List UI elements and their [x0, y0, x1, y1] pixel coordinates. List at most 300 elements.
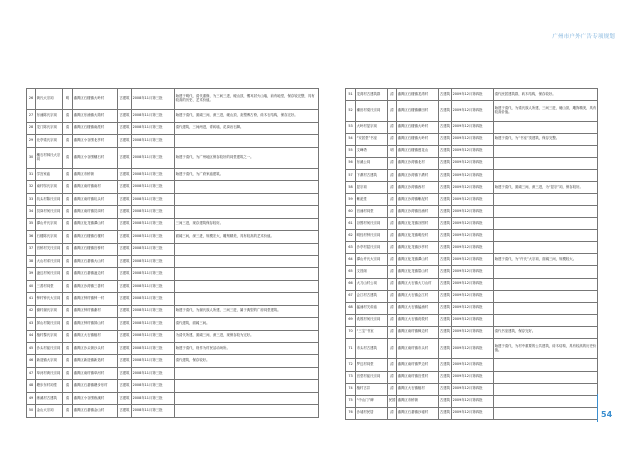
table-row	[346, 266, 598, 278]
cell-era: 清	[63, 206, 73, 218]
cell-no: 33	[27, 193, 36, 205]
cell-batch: 2009年12月第四批	[452, 121, 494, 133]
cell-name: 下漖村古建筑	[356, 169, 388, 181]
cell-category: 古建筑	[118, 243, 132, 255]
cell-name: 潮田村梁氏宗祠	[356, 101, 388, 122]
cell-name: 南村邬氏宗祠	[36, 181, 63, 193]
cell-batch: 2008年11月第三批	[132, 268, 175, 280]
cell-era: 清	[63, 231, 73, 243]
cell-category: 古建筑	[439, 230, 452, 242]
cell-name: 北亭梁氏宗祠	[36, 135, 63, 147]
cell-era: 清	[388, 206, 397, 218]
cell-batch: 2009年12月第四批	[452, 169, 494, 181]
cell-era: 清	[63, 355, 73, 367]
cell-address: 番禺区沙头街沙头村	[73, 343, 118, 355]
table-row	[346, 182, 598, 194]
cell-no: 74	[346, 383, 356, 395]
cell-era: 清	[63, 218, 73, 230]
cell-batch: 2009年12月第四批	[452, 302, 494, 314]
cell-no: 66	[346, 278, 356, 290]
cell-address: 番禺区钟村镇谢村	[73, 305, 118, 317]
cell-name: 罗边村祠堂	[356, 359, 388, 371]
cell-batch: 2009年12月第四批	[452, 407, 494, 419]
cell-no: 26	[27, 89, 36, 110]
cell-desc	[494, 371, 598, 383]
table-row	[346, 101, 598, 122]
cell-era: 清	[63, 343, 73, 355]
cell-address: 番禺区沙湾镇北村	[397, 157, 439, 169]
cell-name: 新造镇大宗祠	[36, 355, 63, 367]
table-row	[346, 254, 598, 266]
cell-batch: 2009年12月第四批	[452, 278, 494, 290]
cell-era: 清	[388, 326, 397, 338]
table-row	[346, 230, 598, 242]
cell-address: 番禺区化龙镇沙亭村	[397, 242, 439, 254]
table-row	[346, 383, 598, 395]
cell-era: 清	[63, 280, 73, 292]
cell-category: 古建筑	[118, 218, 132, 230]
table-row	[346, 359, 598, 371]
cell-desc: 始建于清代，为谢氏族人所建，三间三进，属于典型的广府祠堂建筑。	[175, 305, 319, 317]
cell-batch: 2009年12月第四批	[452, 157, 494, 169]
cell-category: 古建筑	[439, 302, 452, 314]
table-row	[27, 206, 319, 218]
cell-category: 古建筑	[439, 383, 452, 395]
cell-no: 37	[27, 243, 36, 255]
cell-desc	[494, 169, 598, 181]
table-row	[27, 255, 319, 267]
cell-no: 50	[27, 405, 36, 418]
cell-category: 古建筑	[439, 278, 452, 290]
cell-address: 番禺区石碁镇沙墟村	[397, 407, 439, 419]
cell-batch: 2009年12月第四批	[452, 194, 494, 206]
cell-desc	[494, 206, 598, 218]
cell-category: 古建筑	[439, 89, 452, 101]
cell-era: 清	[388, 278, 397, 290]
cell-desc	[494, 121, 598, 133]
cell-no: 31	[27, 168, 36, 180]
cell-era: 清	[63, 268, 73, 280]
cell-no: 62	[346, 230, 356, 242]
cell-batch: 2008年11月第三批	[132, 405, 175, 418]
cell-era: 清	[63, 392, 73, 404]
cell-category: 古建筑	[118, 110, 132, 122]
cell-era: 清	[388, 182, 397, 194]
heritage-table-right	[345, 88, 598, 420]
cell-era: 清	[63, 181, 73, 193]
cell-no: 54	[346, 133, 356, 145]
cell-address: 番禺区石楼镇官桥村	[73, 243, 118, 255]
cell-name: 东涌陈氏宗祠	[36, 110, 63, 122]
cell-desc	[494, 383, 598, 395]
cell-era: 清	[388, 302, 397, 314]
cell-name: 市头村古建筑	[356, 338, 388, 359]
cell-category: 古建筑	[439, 326, 452, 338]
cell-category: 古建筑	[118, 147, 132, 168]
cell-category: 古建筑	[439, 254, 452, 266]
table-row	[346, 371, 598, 383]
cell-category: 古建筑	[118, 367, 132, 379]
cell-desc: 三间三进，现存建筑保存较好。	[175, 218, 319, 230]
cell-category: 古建筑	[439, 242, 452, 254]
cell-batch: 2009年12月第四批	[452, 254, 494, 266]
cell-desc: 清代建筑，三间两进，青砖墙，花岗岩石脚。	[175, 122, 319, 134]
cell-batch: 2008年11月第三批	[132, 355, 175, 367]
cell-address: 番禺区石楼镇潮田村	[397, 101, 439, 122]
cell-batch: 2009年12月第四批	[452, 338, 494, 359]
cell-name: “三宝”书室	[356, 326, 388, 338]
cell-address: 番禺区沙湾镇三善村	[73, 280, 118, 292]
cell-batch: 2008年11月第三批	[132, 147, 175, 168]
cell-desc	[494, 266, 598, 278]
cell-name: 大岭村显宗祠	[356, 121, 388, 133]
cell-address: 番禺区石碁镇金山村	[73, 405, 118, 418]
cell-no: 48	[27, 380, 36, 392]
cell-era: 清	[388, 133, 397, 145]
cell-category: 古建筑	[118, 293, 132, 305]
cell-era: 民国	[388, 395, 397, 407]
cell-batch: 2009年12月第四批	[452, 230, 494, 242]
cell-name: “中山门”碑	[356, 395, 388, 407]
cell-no: 35	[27, 218, 36, 230]
table-row	[346, 89, 598, 101]
cell-address: 番禺区南村镇草河村	[73, 367, 118, 379]
table-row	[346, 290, 598, 302]
cell-name: 学宫家庙	[36, 168, 63, 180]
table-row	[27, 293, 319, 305]
cell-category: 古建筑	[439, 206, 452, 218]
cell-address: 番禺区钟村镇屏山村	[73, 318, 118, 330]
cell-address: 番禺区化龙镇眉山村	[397, 266, 439, 278]
cell-era: 明	[388, 145, 397, 157]
cell-no: 41	[27, 293, 36, 305]
cell-name: 显宗祠	[356, 182, 388, 194]
cell-desc	[175, 405, 319, 418]
table-row	[27, 318, 319, 330]
cell-category: 古建筑	[439, 407, 452, 419]
cell-batch: 2008年11月第三批	[132, 218, 175, 230]
cell-era: 清	[388, 266, 397, 278]
cell-name: 官桥村关氏宗祠	[36, 243, 63, 255]
cell-no: 70	[346, 326, 356, 338]
cell-batch: 2008年11月第三批	[132, 89, 175, 110]
cell-no: 49	[27, 392, 36, 404]
cell-no: 45	[27, 343, 36, 355]
cell-no: 75	[346, 395, 356, 407]
cell-batch: 2009年12月第四批	[452, 395, 494, 407]
cell-category: 古建筑	[439, 145, 452, 157]
cell-desc	[175, 392, 319, 404]
cell-name: 明经村钟氏宗祠	[356, 230, 388, 242]
cell-no: 53	[346, 121, 356, 133]
cell-category: 古建筑	[118, 89, 132, 110]
cell-batch: 2008年11月第三批	[132, 231, 175, 243]
cell-name: “安居堂”书室	[356, 133, 388, 145]
table-row	[346, 314, 598, 326]
cell-address: 番禺区石楼镇大岭村	[397, 121, 439, 133]
cell-era: 清	[388, 290, 397, 302]
table-row	[27, 122, 319, 134]
cell-address: 番禺区南村镇樟边村	[397, 326, 439, 338]
cell-category: 古建筑	[118, 330, 132, 342]
cell-no: 36	[27, 231, 36, 243]
cell-name: 员岗村何氏宗祠	[36, 206, 63, 218]
cell-address: 番禺区石碁镇大山村	[73, 255, 118, 267]
cell-batch: 2008年11月第三批	[132, 392, 175, 404]
cell-era: 清	[63, 193, 73, 205]
cell-era: 清	[388, 254, 397, 266]
cell-batch: 2009年12月第四批	[452, 89, 494, 101]
table-row	[27, 110, 319, 122]
cell-address: 番禺区石碁镇塘步东村	[73, 380, 118, 392]
cell-name: 沙墟村民居	[356, 407, 388, 419]
cell-desc: 始建于明代，清代重修，为三间三进，硬山顶，镬耳封火山墙，前有地堂，保存较完整，具有较高的历史、艺术价值。	[175, 89, 319, 110]
cell-batch: 2008年11月第三批	[132, 122, 175, 134]
cell-no: 68	[346, 302, 356, 314]
cell-address: 番禺区化龙镇潭山村	[73, 218, 118, 230]
running-header: 广州市户外广告专项规划	[552, 34, 615, 40]
cell-no: 59	[346, 194, 356, 206]
cell-no: 55	[346, 145, 356, 157]
cell-name: 官涌村祠堂	[356, 206, 388, 218]
cell-batch: 2008年11月第三批	[132, 330, 175, 342]
cell-no: 76	[346, 407, 356, 419]
cell-no: 65	[346, 266, 356, 278]
table-row	[27, 305, 319, 317]
cell-batch: 2008年11月第三批	[132, 181, 175, 193]
cell-desc	[494, 145, 598, 157]
cell-batch: 2008年11月第三批	[132, 293, 175, 305]
cell-name: 大刀山村公祠	[356, 278, 388, 290]
cell-name: 官堂村崔氏宗祠	[356, 371, 388, 383]
table-row	[346, 121, 598, 133]
cell-category: 古建筑	[439, 395, 452, 407]
cell-desc: 为清代所建，面阔三间，深三进，现保存较为完好。	[175, 330, 319, 342]
cell-address: 番禺区化龙镇潭山村	[397, 254, 439, 266]
cell-address: 番禺区石楼镇大岭村	[73, 89, 118, 110]
table-row	[346, 278, 598, 290]
table-row	[346, 218, 598, 230]
cell-desc	[175, 268, 319, 280]
cell-era: 清	[388, 359, 397, 371]
cell-name: 草河村黄氏宗祠	[36, 367, 63, 379]
cell-no: 29	[27, 135, 36, 147]
cell-name: 谢村谢氏宗祠	[36, 305, 63, 317]
cell-batch: 2008年11月第三批	[132, 243, 175, 255]
cell-desc	[175, 380, 319, 392]
cell-category: 古建筑	[118, 305, 132, 317]
cell-address: 番禺区石楼镇龙湾村	[397, 89, 439, 101]
cell-category: 古建筑	[439, 182, 452, 194]
table-row	[346, 145, 598, 157]
cell-no: 64	[346, 254, 356, 266]
table-row	[346, 169, 598, 181]
page-number-rule	[597, 394, 598, 422]
cell-name: 屏山村简氏宗祠	[36, 318, 63, 330]
cell-name: 植村古井	[356, 383, 388, 395]
cell-address: 番禺区南村镇官堂村	[397, 371, 439, 383]
cell-era: 清	[388, 407, 397, 419]
cell-name: 沙亭村屈氏宗祠	[356, 242, 388, 254]
table-row	[346, 206, 598, 218]
cell-name: 会江村古建筑	[356, 290, 388, 302]
cell-no: 52	[346, 101, 356, 122]
cell-name: 谷围村何氏宗祠	[356, 218, 388, 230]
cell-desc	[494, 194, 598, 206]
table-row	[27, 280, 319, 292]
table-row	[346, 133, 598, 145]
cell-address: 番禺区大石镇猛涌村	[397, 302, 439, 314]
cell-category: 古建筑	[118, 255, 132, 267]
cell-category: 古建筑	[118, 268, 132, 280]
cell-desc: 始建于清代，为广州地区保存较好的祠堂建筑之一。	[175, 147, 319, 168]
cell-batch: 2008年11月第三批	[132, 305, 175, 317]
cell-batch: 2008年11月第三批	[132, 255, 175, 267]
cell-no: 51	[346, 89, 356, 101]
cell-name: 钟村钟氏大宗祠	[36, 293, 63, 305]
cell-era: 清	[388, 242, 397, 254]
cell-desc	[494, 395, 598, 407]
table-row	[27, 193, 319, 205]
cell-address: 番禺区东涌镇大简村	[73, 110, 118, 122]
cell-batch: 2008年11月第三批	[132, 168, 175, 180]
cell-era: 清	[63, 293, 73, 305]
cell-batch: 2008年11月第三批	[132, 280, 175, 292]
cell-category: 古建筑	[439, 121, 452, 133]
table-row	[27, 405, 319, 418]
cell-address: 番禺区南村镇员岗村	[73, 206, 118, 218]
cell-address: 番禺区石楼镇石楼村	[73, 231, 118, 243]
table-row	[27, 147, 319, 168]
cell-category: 古建筑	[118, 355, 132, 367]
cell-era: 清	[63, 380, 73, 392]
cell-no: 44	[27, 330, 36, 342]
cell-name: 潭山许氏宗祠	[36, 218, 63, 230]
cell-no: 63	[346, 242, 356, 254]
cell-era: 清	[388, 383, 397, 395]
table-row	[346, 407, 598, 419]
cell-address: 番禺区小谷围练溪村	[73, 392, 118, 404]
cell-address: 番禺区大石镇诜敦村	[397, 314, 439, 326]
cell-desc	[494, 157, 598, 169]
cell-category: 古建筑	[439, 169, 452, 181]
cell-batch: 2008年11月第三批	[132, 135, 175, 147]
cell-era: 清	[63, 122, 73, 134]
cell-address: 番禺区小谷围北亭村	[73, 135, 118, 147]
cell-no: 30	[27, 147, 36, 168]
cell-desc: 面阔三间，深三进，规模宏大，雕刻精美，具有较高的艺术价值。	[175, 231, 319, 243]
table-row	[27, 268, 319, 280]
cell-name: 三善村祠堂	[36, 280, 63, 292]
table-row	[346, 395, 598, 407]
cell-era: 清	[63, 135, 73, 147]
cell-desc	[494, 290, 598, 302]
table-row	[346, 242, 598, 254]
cell-no: 56	[346, 157, 356, 169]
cell-no: 46	[27, 355, 36, 367]
cell-no: 73	[346, 371, 356, 383]
cell-category: 古建筑	[439, 101, 452, 122]
cell-no: 67	[346, 290, 356, 302]
table-row	[27, 392, 319, 404]
cell-desc: 清代民居建筑群，砖木结构，保存较好。	[494, 89, 598, 101]
cell-address: 番禺区南村镇罗边村	[397, 359, 439, 371]
cell-batch: 2008年11月第三批	[132, 367, 175, 379]
cell-desc: 始建于清代，面阔三间，深三进，硬山顶，灰塑博古脊，砖木石结构，保存完好。	[175, 110, 319, 122]
cell-no: 61	[346, 218, 356, 230]
cell-desc	[175, 367, 319, 379]
cell-era: 清	[63, 405, 73, 418]
cell-category: 古建筑	[118, 343, 132, 355]
cell-desc	[175, 243, 319, 255]
cell-desc: 始建于清代，为梁氏族人所建，三间三进，硬山顶，雕饰精美，具有较高价值。	[494, 101, 598, 122]
cell-category: 古建筑	[118, 280, 132, 292]
cell-address: 番禺区沙湾镇西村	[397, 182, 439, 194]
cell-address: 番禺区南村镇南村	[73, 181, 118, 193]
cell-era: 清	[63, 255, 73, 267]
cell-no: 69	[346, 314, 356, 326]
cell-era: 清	[63, 168, 73, 180]
table-row	[346, 302, 598, 314]
cell-address: 番禺区新造镇新造村	[73, 355, 118, 367]
cell-name: 文昌阁	[356, 266, 388, 278]
table-row	[27, 367, 319, 379]
cell-address: 番禺区化龙镇明经村	[397, 230, 439, 242]
cell-category: 古建筑	[118, 168, 132, 180]
cell-no: 27	[27, 110, 36, 122]
cell-no: 40	[27, 280, 36, 292]
cell-name: 紫泥堂	[356, 194, 388, 206]
cell-no: 28	[27, 122, 36, 134]
cell-desc	[494, 407, 598, 419]
cell-desc	[494, 218, 598, 230]
cell-address: 番禺区化龙镇谷围村	[397, 218, 439, 230]
cell-category: 古建筑	[439, 157, 452, 169]
cell-address: 番禺区市桥街	[397, 395, 439, 407]
cell-batch: 2009年12月第四批	[452, 133, 494, 145]
cell-name: 猛涌村关帝庙	[356, 302, 388, 314]
cell-desc	[175, 181, 319, 193]
cell-name: 诜敦村何氏宗祠	[356, 314, 388, 326]
cell-era: 清	[388, 101, 397, 122]
page-number: 54	[601, 410, 613, 419]
cell-era: 清	[388, 89, 397, 101]
cell-no: 43	[27, 318, 36, 330]
table-row	[27, 243, 319, 255]
cell-batch: 2008年11月第三批	[132, 206, 175, 218]
cell-no: 57	[346, 169, 356, 181]
cell-address: 番禺区市桥街	[73, 168, 118, 180]
cell-category: 古建筑	[118, 231, 132, 243]
cell-address: 番禺区大石镇大刀山村	[397, 278, 439, 290]
table-row	[27, 231, 319, 243]
table-row	[27, 355, 319, 367]
cell-desc	[175, 280, 319, 292]
cell-category: 古建筑	[439, 194, 452, 206]
cell-desc: 始建于清代，为“书室”类建筑，保存完整。	[494, 133, 598, 145]
table-row	[346, 338, 598, 359]
cell-era: 清	[388, 194, 397, 206]
cell-desc: 始建于清代，为广府家庙建筑。	[175, 168, 319, 180]
cell-desc	[494, 302, 598, 314]
table-row	[27, 330, 319, 342]
table-row	[346, 194, 598, 206]
heritage-table-left	[26, 88, 319, 418]
cell-address: 番禺区南村镇市头村	[397, 338, 439, 359]
cell-address: 番禺区钟村镇钟一村	[73, 293, 118, 305]
table-row	[27, 135, 319, 147]
cell-category: 古建筑	[439, 218, 452, 230]
